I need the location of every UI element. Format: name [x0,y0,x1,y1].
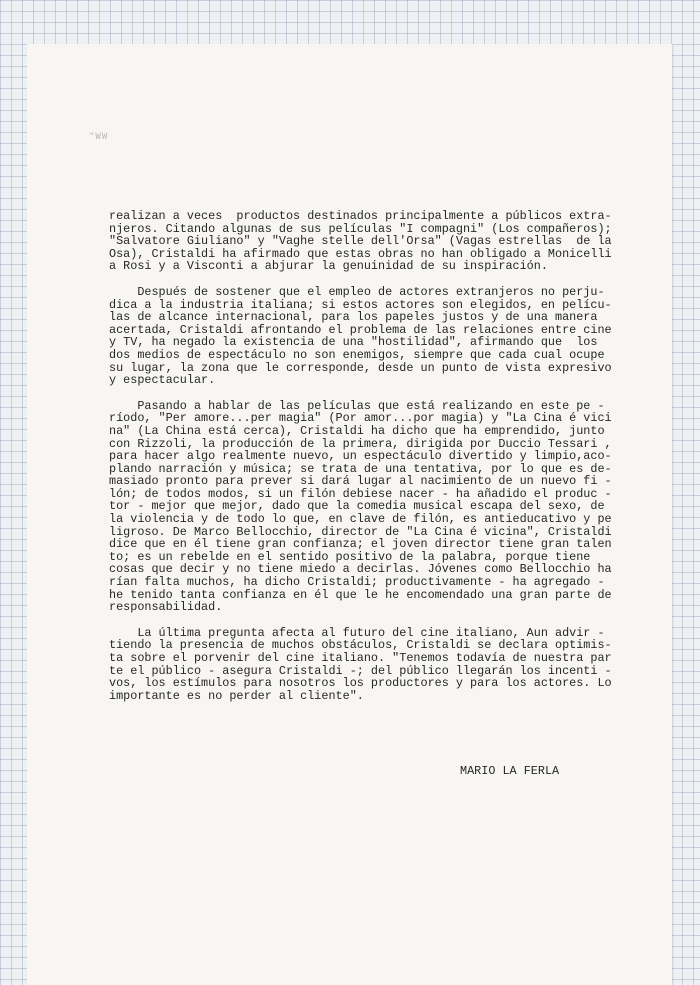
typed-page [27,44,672,985]
paragraph-gap [109,614,671,627]
text-line: Después de sostener que el empleo de actores extranjeros no perju- [109,284,605,299]
text-line: na" (La China está cerca), Cristaldi ha dicho que ha emprendido, junto [109,423,605,438]
author-signature: MARIO LA FERLA [460,764,560,778]
text-line: importante es no perder al cliente". [109,688,364,703]
text-line: Pasando a hablar de las películas que está realizando en este pe - [109,398,605,413]
paragraph [109,210,671,273]
text-line: para hacer algo realmente nuevo, un espectáculo divertido y limpio,aco- [109,449,612,464]
text-line: dos medios de espectáculo no son enemigos, siempre que cada cual ocupe [109,347,605,362]
text-line: responsabilidad. [109,600,223,615]
text-line: ríodo, "Per amore...per magia" (Por amor...por magia) y "La Cina é vici [109,411,612,426]
text-line: lón; de todos modos, si un filón debiese nacer - ha añadido el produc - [109,486,612,501]
text-line: con Rizzoli, la producción de la primera, dirigida por Duccio Tessari , [109,436,612,451]
text-line: cosas que decir y no tiene miedo a decirlas. Jóvenes como Bellocchio ha [109,562,612,577]
text-line: Osa), Cristaldi ha afirmado que estas obras no han obligado a Monicelli [109,246,612,261]
text-line: te el público - asegura Cristaldi -; del público llegarán los incenti - [109,663,612,678]
paragraph [109,627,671,703]
text-line: tor - mejor que mejor, dado que la comedia musical escapa del sexo, de [109,499,605,514]
text-line: la violencia y de todo lo que, en clave de filón, es antieducativo y pe [109,512,612,527]
text-line: dice que en él tiene gran confianza; el joven director tiene gran talen [109,537,612,552]
text-line: ligroso. De Marco Bellocchio, director de "La Cina é vicina", Cristaldi [109,524,612,539]
text-line: realizan a veces productos destinados principalmente a públicos extra- [109,209,612,223]
text-line: a Rosi y a Visconti a abjurar la genuinidad de su inspiración. [109,259,548,274]
text-line: La última pregunta afecta al futuro del cine italiano, Aun advir - [109,625,605,640]
text-line: ta sobre el porvenir del cine italiano. "Tenemos todavía de nuestra par [109,651,612,665]
paragraph-gap [109,387,671,400]
text-line: to; es un rebelde en el sentido positivo de la palabra, porque tiene [109,549,591,564]
article-body [109,210,671,702]
faint-page-mark: "WW [89,132,109,142]
text-line: y espectacular. [109,373,216,388]
text-line: plando narración y música; se trata de una tentativa, por lo que es de- [109,461,612,476]
text-line: njeros. Citando algunas de sus películas "I compagni" (Los compañeros); [109,221,612,236]
text-line: su lugar, la zona que le corresponde, desde un punto de vista expresivo [109,360,612,375]
text-line: "Salvatore Giuliano" y "Vaghe stelle dell'Orsa" (Vagas estrellas de la [109,234,612,249]
text-line: tiendo la presencia de muchos obstáculos, Cristaldi se declara optimis- [109,638,612,653]
text-line: acertada, Cristaldi afrontando el problema de las relaciones entre cine [109,322,612,337]
paragraph [109,400,671,614]
text-line: he tenido tanta confianza en él que le he encomendado una gran parte de [109,587,612,602]
text-line: dica a la industria italiana; si estos actores son elegidos, en pelícu- [109,297,612,312]
text-line: las de alcance internacional, para los papeles justos y de una manera [109,310,598,325]
text-line: rían falta muchos, ha dicho Cristaldi; productivamente - ha agregado - [109,575,605,590]
text-line: vos, los estímulos para nosotros los productores y para los actores. Lo [109,676,612,691]
text-line: y TV, ha negado la existencia de una "hostilidad", afirmando que los [109,335,598,350]
paragraph [109,286,671,387]
text-line: masiado pronto para prever si dará lugar al nacimiento de un nuevo fi - [109,474,612,489]
